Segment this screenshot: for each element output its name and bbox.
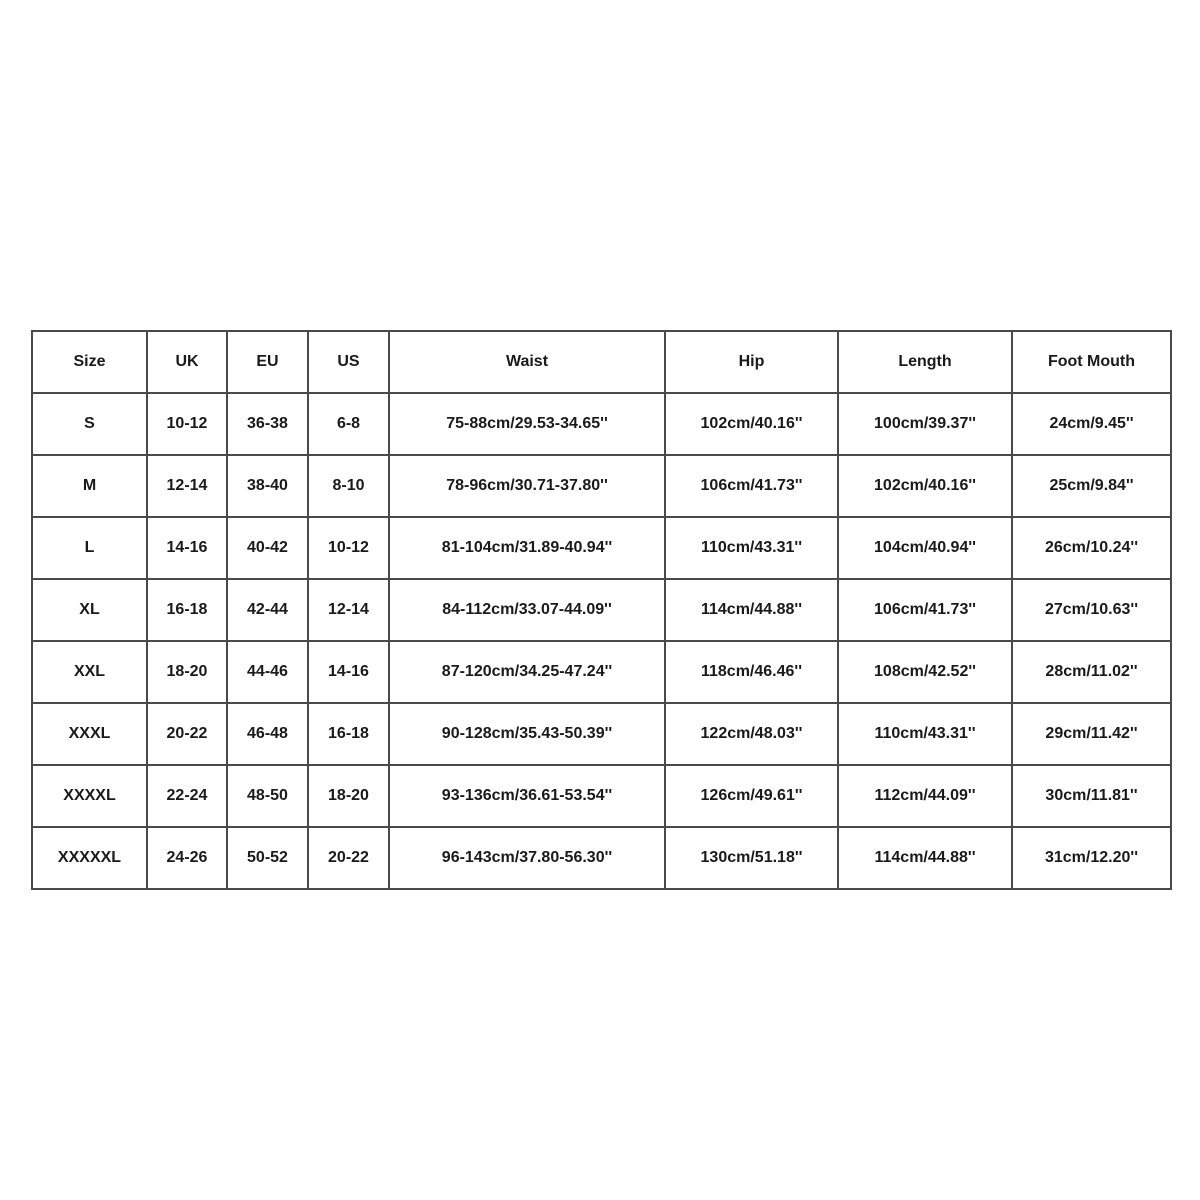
cell-length: 106cm/41.73'' [838, 579, 1012, 641]
cell-uk: 24-26 [147, 827, 227, 889]
header-hip: Hip [665, 331, 838, 393]
cell-eu: 36-38 [227, 393, 308, 455]
table-row [32, 641, 1171, 703]
cell-us: 10-12 [308, 517, 389, 579]
cell-uk: 16-18 [147, 579, 227, 641]
header-size: Size [32, 331, 147, 393]
cell-length: 110cm/43.31'' [838, 703, 1012, 765]
table-row [32, 765, 1171, 827]
cell-hip: 122cm/48.03'' [665, 703, 838, 765]
cell-foot-mouth: 31cm/12.20'' [1012, 827, 1171, 889]
cell-us: 16-18 [308, 703, 389, 765]
cell-waist: 81-104cm/31.89-40.94'' [389, 517, 665, 579]
header-row [32, 331, 1171, 393]
cell-eu: 44-46 [227, 641, 308, 703]
cell-length: 108cm/42.52'' [838, 641, 1012, 703]
cell-foot-mouth: 30cm/11.81'' [1012, 765, 1171, 827]
cell-length: 112cm/44.09'' [838, 765, 1012, 827]
cell-waist: 93-136cm/36.61-53.54'' [389, 765, 665, 827]
cell-hip: 106cm/41.73'' [665, 455, 838, 517]
cell-hip: 130cm/51.18'' [665, 827, 838, 889]
table-row [32, 517, 1171, 579]
cell-length: 100cm/39.37'' [838, 393, 1012, 455]
cell-hip: 126cm/49.61'' [665, 765, 838, 827]
cell-size: M [32, 455, 147, 517]
header-length: Length [838, 331, 1012, 393]
cell-uk: 10-12 [147, 393, 227, 455]
cell-size: XXXXL [32, 765, 147, 827]
cell-size: XXXXXL [32, 827, 147, 889]
cell-size: XXXL [32, 703, 147, 765]
cell-us: 14-16 [308, 641, 389, 703]
size-chart-header [32, 331, 1171, 393]
cell-waist: 90-128cm/35.43-50.39'' [389, 703, 665, 765]
cell-us: 18-20 [308, 765, 389, 827]
cell-foot-mouth: 29cm/11.42'' [1012, 703, 1171, 765]
size-chart-table [31, 330, 1172, 890]
cell-us: 20-22 [308, 827, 389, 889]
cell-uk: 12-14 [147, 455, 227, 517]
cell-size: XL [32, 579, 147, 641]
table-row [32, 579, 1171, 641]
cell-eu: 42-44 [227, 579, 308, 641]
cell-hip: 102cm/40.16'' [665, 393, 838, 455]
cell-size: XXL [32, 641, 147, 703]
cell-size: S [32, 393, 147, 455]
table-row [32, 827, 1171, 889]
cell-foot-mouth: 24cm/9.45'' [1012, 393, 1171, 455]
cell-uk: 18-20 [147, 641, 227, 703]
cell-length: 102cm/40.16'' [838, 455, 1012, 517]
cell-foot-mouth: 27cm/10.63'' [1012, 579, 1171, 641]
cell-waist: 84-112cm/33.07-44.09'' [389, 579, 665, 641]
cell-us: 8-10 [308, 455, 389, 517]
cell-waist: 96-143cm/37.80-56.30'' [389, 827, 665, 889]
header-waist: Waist [389, 331, 665, 393]
cell-hip: 118cm/46.46'' [665, 641, 838, 703]
cell-us: 12-14 [308, 579, 389, 641]
table-row [32, 393, 1171, 455]
cell-hip: 110cm/43.31'' [665, 517, 838, 579]
cell-foot-mouth: 25cm/9.84'' [1012, 455, 1171, 517]
cell-eu: 40-42 [227, 517, 308, 579]
table-row [32, 703, 1171, 765]
cell-waist: 75-88cm/29.53-34.65'' [389, 393, 665, 455]
size-chart-body [32, 393, 1171, 889]
cell-eu: 38-40 [227, 455, 308, 517]
cell-hip: 114cm/44.88'' [665, 579, 838, 641]
cell-foot-mouth: 28cm/11.02'' [1012, 641, 1171, 703]
cell-eu: 50-52 [227, 827, 308, 889]
cell-length: 104cm/40.94'' [838, 517, 1012, 579]
header-eu: EU [227, 331, 308, 393]
cell-us: 6-8 [308, 393, 389, 455]
cell-size: L [32, 517, 147, 579]
header-foot-mouth: Foot Mouth [1012, 331, 1171, 393]
cell-uk: 20-22 [147, 703, 227, 765]
cell-eu: 46-48 [227, 703, 308, 765]
cell-uk: 22-24 [147, 765, 227, 827]
cell-waist: 87-120cm/34.25-47.24'' [389, 641, 665, 703]
header-us: US [308, 331, 389, 393]
table-row [32, 455, 1171, 517]
cell-waist: 78-96cm/30.71-37.80'' [389, 455, 665, 517]
cell-length: 114cm/44.88'' [838, 827, 1012, 889]
header-uk: UK [147, 331, 227, 393]
cell-uk: 14-16 [147, 517, 227, 579]
cell-eu: 48-50 [227, 765, 308, 827]
cell-foot-mouth: 26cm/10.24'' [1012, 517, 1171, 579]
